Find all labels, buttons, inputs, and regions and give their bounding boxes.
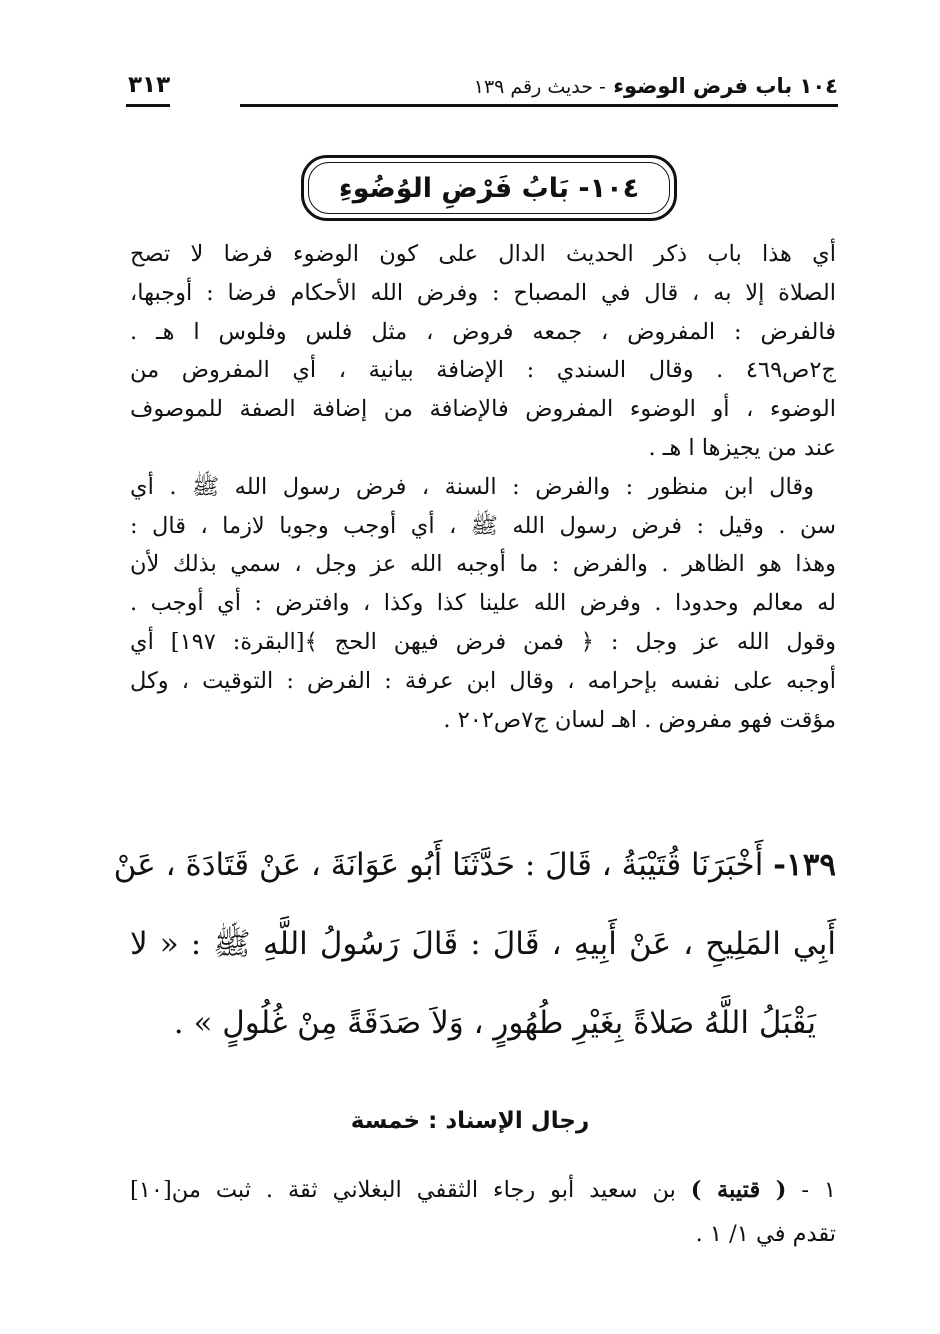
text-line: عند من يجيزها ا هـ . bbox=[648, 434, 836, 461]
header-rule-left bbox=[126, 104, 170, 107]
text-line: أوجبه على نفسه بإحرامه ، وقال ابن عرفة : الفرض : التوقيت ، وكل bbox=[130, 667, 836, 694]
narrator-description: بن سعيد أبو رجاء الثقفي البغلاني ثقة . ثبت من[١٠] bbox=[130, 1177, 676, 1203]
commentary-paragraph-1 bbox=[130, 235, 836, 468]
commentary bbox=[130, 235, 836, 739]
text-line: الوضوء ، أو الوضوء المفروض فالإضافة من إضافة الصفة للموصوف bbox=[130, 396, 836, 423]
text-line: له معالم وحدودا . وفرض الله علينا كذا وكذا ، وافترض : أي أوجب . bbox=[130, 590, 836, 617]
text-line: الصلاة إلا به ، قال في المصباح : وفرض الله الأحكام فرضا : أوجبها، bbox=[130, 279, 836, 306]
header-chapter-label: ١٠٤ باب فرض الوضوء bbox=[613, 74, 838, 98]
hadith-number: ١٣٩- bbox=[773, 847, 836, 883]
header-hadith-ref: - حديث رقم ١٣٩ bbox=[473, 76, 606, 98]
narrator-entry-line-1 bbox=[130, 1168, 836, 1212]
text-line: وقال ابن منظور : والفرض : السنة ، فرض رسول الله ﷺ . أي bbox=[130, 473, 814, 500]
narrator-entry bbox=[130, 1168, 836, 1256]
page-number: ٣١٣ bbox=[128, 72, 171, 98]
narrator-entry-line-2: تقدم في ١/ ١ . bbox=[695, 1221, 836, 1247]
text-line: مؤقت فهو مفروض . اهـ لسان ج٧ص٢٠٢ . bbox=[443, 706, 836, 733]
text-line: سن . وقيل : فرض رسول الله ﷺ ، أي أوجب وجوبا لازما ، قال : bbox=[130, 512, 836, 539]
commentary-paragraph-2 bbox=[130, 468, 836, 740]
hadith-line-3: يَقْبَلُ اللَّهُ صَلاةً بِغَيْرِ طُهُورٍ ، وَلاَ صَدَقَةً مِنْ غُلُولٍ » . bbox=[173, 1005, 816, 1041]
narrator-number: ١ - bbox=[801, 1177, 836, 1203]
text-line: وهذا هو الظاهر . والفرض : ما أوجبه الله عز وجل ، سمي بذلك لأن bbox=[130, 551, 836, 578]
narrator-name: ( قتيبة ) bbox=[690, 1177, 787, 1203]
narrators-heading: رجال الإسناد : خمسة bbox=[350, 1108, 590, 1134]
text-line: وقول الله عز وجل : ﴿ فمن فرض فيهن الحج ﴾[البقرة: ١٩٧] أي bbox=[130, 628, 836, 655]
text-line: ج٢ص٤٦٩ . وقال السندي : الإضافة بيانية ، أي المفروض من bbox=[130, 357, 836, 384]
text-line: أي هذا باب ذكر الحديث الدال على كون الوضوء فرضا لا تصح bbox=[130, 241, 836, 267]
hadith-line-2: أَبِي المَلِيحِ ، عَنْ أَبِيهِ ، قَالَ : قَالَ رَسُولُ اللَّهِ ﷺ : « لا bbox=[130, 926, 836, 962]
hadith-text bbox=[113, 826, 836, 1063]
hadith-line-1 bbox=[113, 826, 836, 905]
text-line: فالفرض : المفروض ، جمعه فروض ، مثل فلس وفلوس ا هـ . bbox=[130, 318, 836, 345]
chapter-title: ١٠٤- بَابُ فَرْضِ الوُضُوءِ bbox=[338, 172, 640, 204]
chapter-title-frame bbox=[301, 155, 677, 221]
header-rule bbox=[240, 104, 838, 107]
hadith-line-1-text: أَخْبَرَنَا قُتَيْبَةُ ، قَالَ : حَدَّثَنَا أَبُو عَوَانَةَ ، عَنْ قَتَادَةَ ، عَنْ bbox=[113, 847, 764, 883]
